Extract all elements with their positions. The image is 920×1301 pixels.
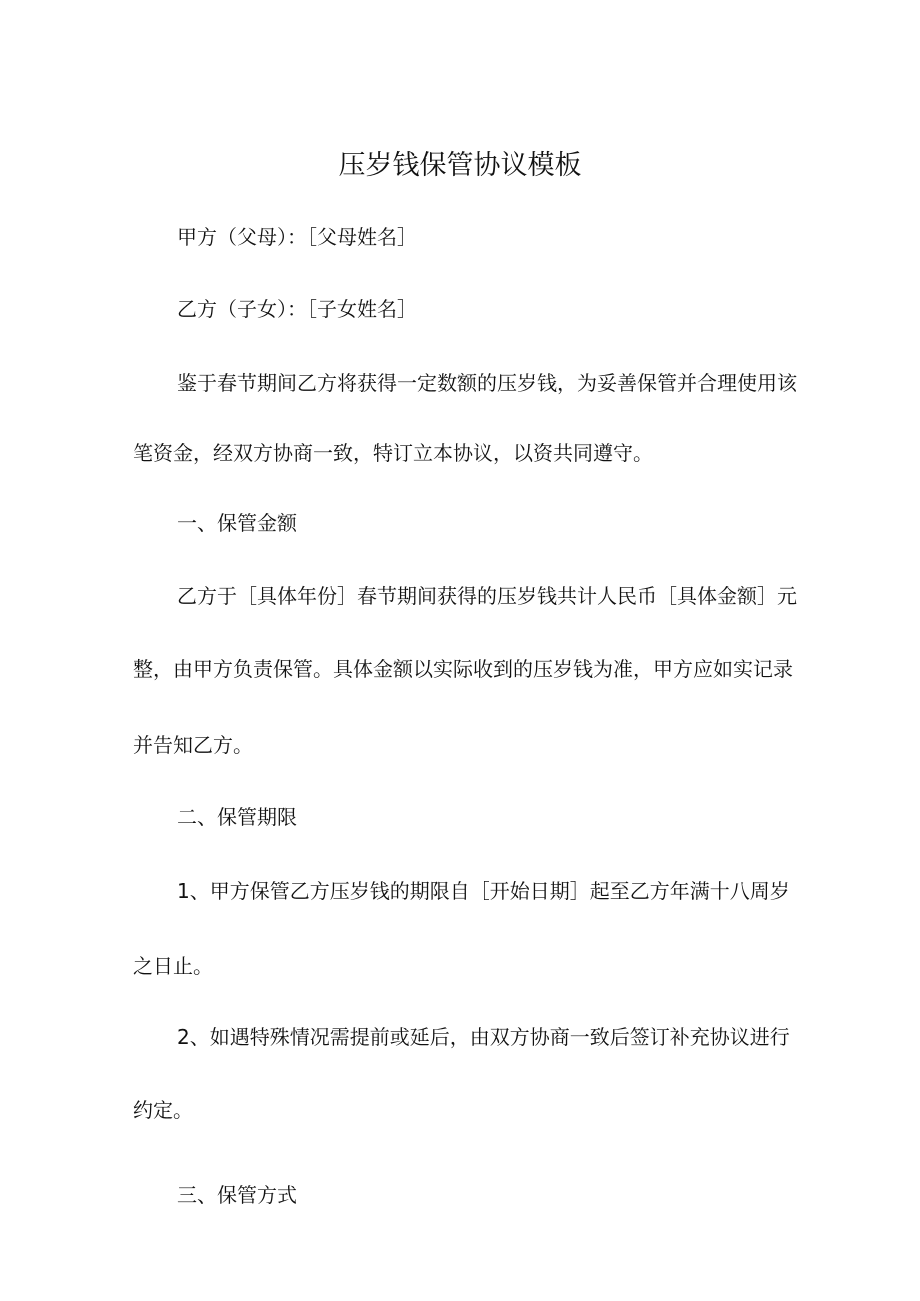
- section-1-line-3: 并告知乙方。: [133, 733, 253, 757]
- section-2-item-1-line-1: 1、甲方保管乙方压岁钱的期限自［开始日期］起至乙方年满十八周岁: [177, 879, 790, 903]
- party-a-line: 甲方（父母）：［父母姓名］: [177, 225, 417, 249]
- section-2-item-2-line-2: 约定。: [133, 1098, 193, 1122]
- document-title: 压岁钱保管协议模板: [338, 150, 582, 181]
- section-1-line-2: 整，由甲方负责保管。具体金额以实际收到的压岁钱为准，甲方应如实记录: [133, 657, 793, 681]
- preamble-line-2: 笔资金，经双方协商一致，特订立本协议，以资共同遵守。: [133, 441, 653, 465]
- section-2-heading: 二、保管期限: [177, 805, 297, 829]
- section-2-item-1-line-2: 之日止。: [133, 954, 213, 978]
- section-2-item-2-line-1: 2、如遇特殊情况需提前或延后，由双方协商一致后签订补充协议进行: [177, 1025, 790, 1049]
- section-1-heading: 一、保管金额: [177, 511, 297, 535]
- party-b-line: 乙方（子女）：［子女姓名］: [177, 297, 417, 321]
- section-1-line-1: 乙方于［具体年份］春节期间获得的压岁钱共计人民币［具体金额］元: [177, 584, 797, 608]
- section-3-heading: 三、保管方式: [177, 1183, 297, 1207]
- preamble-line-1: 鉴于春节期间乙方将获得一定数额的压岁钱，为妥善保管并合理使用该: [177, 371, 797, 395]
